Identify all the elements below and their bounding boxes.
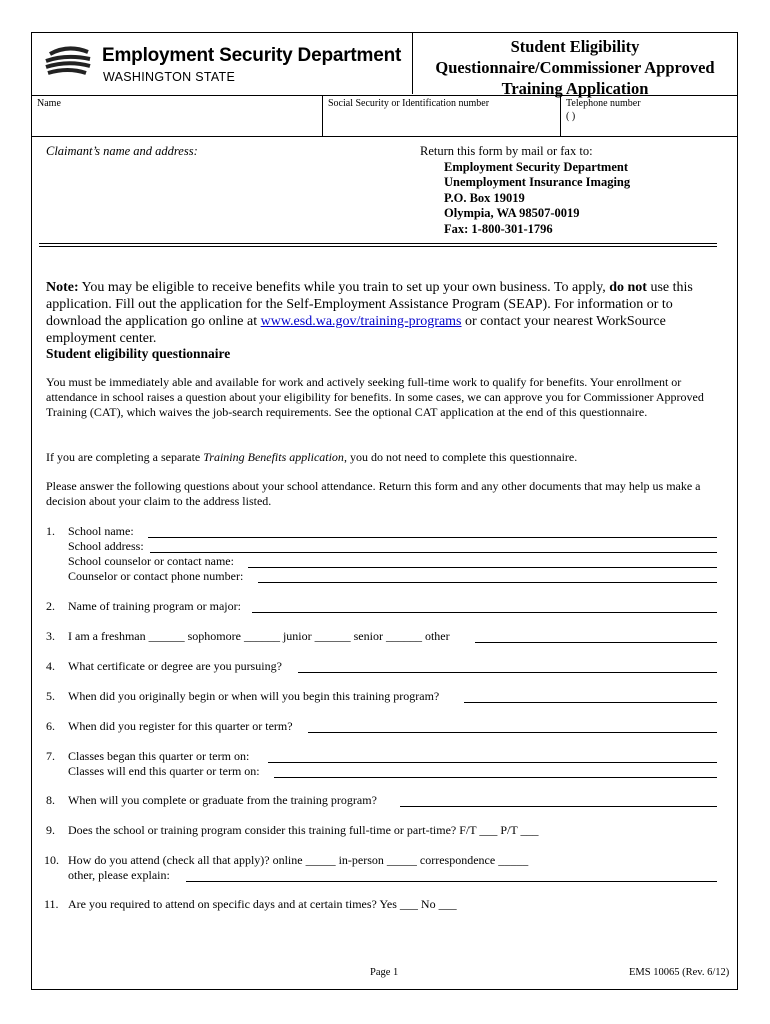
- training-programs-link[interactable]: www.esd.wa.gov/training-programs: [260, 314, 462, 329]
- agency-name: Employment Security Department: [102, 45, 402, 66]
- question-number: 8.: [46, 793, 55, 807]
- classes-end-label: Classes will end this quarter or term on:: [68, 764, 260, 778]
- para2-italic: Training Benefits application: [203, 450, 344, 464]
- form-title-line-2: Questionnaire/Commissioner Approved: [435, 58, 715, 77]
- training-program-label: Name of training program or major:: [68, 599, 241, 613]
- phone-label: Telephone number: [566, 98, 641, 109]
- counselor-phone-label: Counselor or contact phone number:: [68, 569, 244, 583]
- school-address-input[interactable]: [150, 552, 717, 553]
- note-bold: do not: [609, 280, 647, 295]
- form-title: [412, 33, 737, 98]
- school-address-label: School address:: [68, 539, 144, 553]
- question-number: 11.: [44, 897, 59, 911]
- question-number: 7.: [46, 749, 55, 763]
- full-part-time-question[interactable]: Does the school or training program consider this training full-time or part-time? F/T ___ P/T ___: [68, 823, 539, 837]
- certificate-question: What certificate or degree are you pursuing?: [68, 659, 282, 673]
- note-text-2: use this application. Fill out the application for the Self-Employment Assistance Program (SEAP). For information or to download the application go online at: [46, 280, 693, 329]
- page-number: Page 1: [370, 967, 399, 978]
- note-paragraph: [46, 279, 726, 347]
- question-number: 6.: [46, 719, 55, 733]
- para2-text-a: If you are completing a separate: [46, 450, 204, 464]
- counselor-phone-input[interactable]: [258, 582, 717, 583]
- return-line-1: Employment Security Department: [444, 159, 628, 174]
- form-id: EMS 10065 (Rev. 6/12): [629, 967, 730, 978]
- agency-subtitle: WASHINGTON STATE: [103, 70, 236, 84]
- instructions-paragraph: Please answer the following questions about your school attendance. Return this form and any other documents that may help us make a decision about your claim to the address listed.: [46, 479, 701, 508]
- question-number: 1.: [46, 524, 55, 538]
- begin-date-input[interactable]: [464, 702, 717, 703]
- question-number: 2.: [46, 599, 55, 613]
- return-line-3: P.O. Box 19019: [444, 190, 525, 205]
- form-title-line-1: Student Eligibility: [510, 37, 640, 56]
- attendance-mode-question[interactable]: How do you attend (check all that apply)? online _____ in-person _____ correspondence _____: [68, 853, 529, 867]
- claimant-fields-row: [32, 95, 737, 137]
- return-line-2: Unemployment Insurance Imaging: [444, 175, 631, 189]
- register-date-input[interactable]: [308, 732, 717, 733]
- agency-header: [32, 33, 412, 94]
- return-line-4: Olympia, WA 98507-0019: [444, 206, 580, 220]
- name-label: Name: [37, 98, 61, 109]
- form-title-line-3: Training Application: [501, 79, 649, 98]
- question-number: 5.: [46, 689, 55, 703]
- eligibility-paragraph: You must be immediately able and available for work and actively seeking full-time work to qualify for benefits. Your enrollment or attendance in school raises a question about your eligibility for benefits. In some cases, we can approve you for Commissioner Approved Training (CAT), which waives the job-search requirements. See the optional CAT application at the end of this questionnaire.: [46, 375, 704, 419]
- note-label: Note:: [46, 280, 79, 295]
- counselor-name-label: School counselor or contact name:: [68, 554, 234, 568]
- return-line-5: Fax: 1-800-301-1796: [444, 221, 553, 236]
- graduate-question: When will you complete or graduate from the training program?: [68, 793, 377, 807]
- note-text-3: or contact your nearest WorkSource employment center.: [46, 314, 666, 346]
- name-field[interactable]: [32, 96, 322, 136]
- certificate-input[interactable]: [298, 672, 717, 673]
- specific-times-question[interactable]: Are you required to attend on specific days and at certain times? Yes ___ No ___: [68, 897, 457, 911]
- question-number: 10.: [44, 853, 59, 867]
- esd-logo-icon: [44, 46, 92, 80]
- school-name-input[interactable]: [148, 537, 717, 538]
- begin-date-question: When did you originally begin or when will you begin this training program?: [68, 689, 440, 703]
- para2-text-b: , you do not need to complete this questionnaire.: [343, 450, 578, 464]
- school-name-label: School name:: [68, 524, 134, 538]
- phone-placeholder: ( ): [566, 111, 576, 122]
- graduate-input[interactable]: [400, 806, 717, 807]
- classes-end-input[interactable]: [274, 777, 717, 778]
- question-number: 4.: [46, 659, 55, 673]
- other-explain-label: other, please explain:: [68, 868, 170, 882]
- question-number: 9.: [46, 823, 55, 837]
- classes-began-label: Classes began this quarter or term on:: [68, 749, 250, 763]
- return-address: [420, 144, 630, 237]
- divider: [39, 246, 717, 247]
- classes-began-input[interactable]: [268, 762, 717, 763]
- claimant-address-label: Claimant’s name and address:: [46, 144, 198, 158]
- question-number: 3.: [46, 629, 55, 643]
- phone-field[interactable]: [560, 96, 737, 136]
- return-intro: Return this form by mail or fax to:: [420, 144, 593, 158]
- other-explain-input[interactable]: [186, 881, 717, 882]
- divider: [39, 243, 717, 244]
- register-date-question: When did you register for this quarter or term?: [68, 719, 293, 733]
- note-text-1: You may be eligible to receive benefits while you train to set up your own business. To apply,: [78, 280, 610, 295]
- class-standing-question[interactable]: I am a freshman ______ sophomore ______ junior ______ senior ______ other: [68, 629, 450, 643]
- training-program-input[interactable]: [252, 612, 717, 613]
- form-page: [31, 32, 738, 990]
- counselor-name-input[interactable]: [248, 567, 717, 568]
- ssn-field[interactable]: [322, 96, 560, 136]
- ssn-label: Social Security or Identification number: [328, 98, 490, 109]
- training-benefits-paragraph: [46, 450, 726, 465]
- section-title: Student eligibility questionnaire: [46, 346, 231, 361]
- other-standing-input[interactable]: [475, 642, 717, 643]
